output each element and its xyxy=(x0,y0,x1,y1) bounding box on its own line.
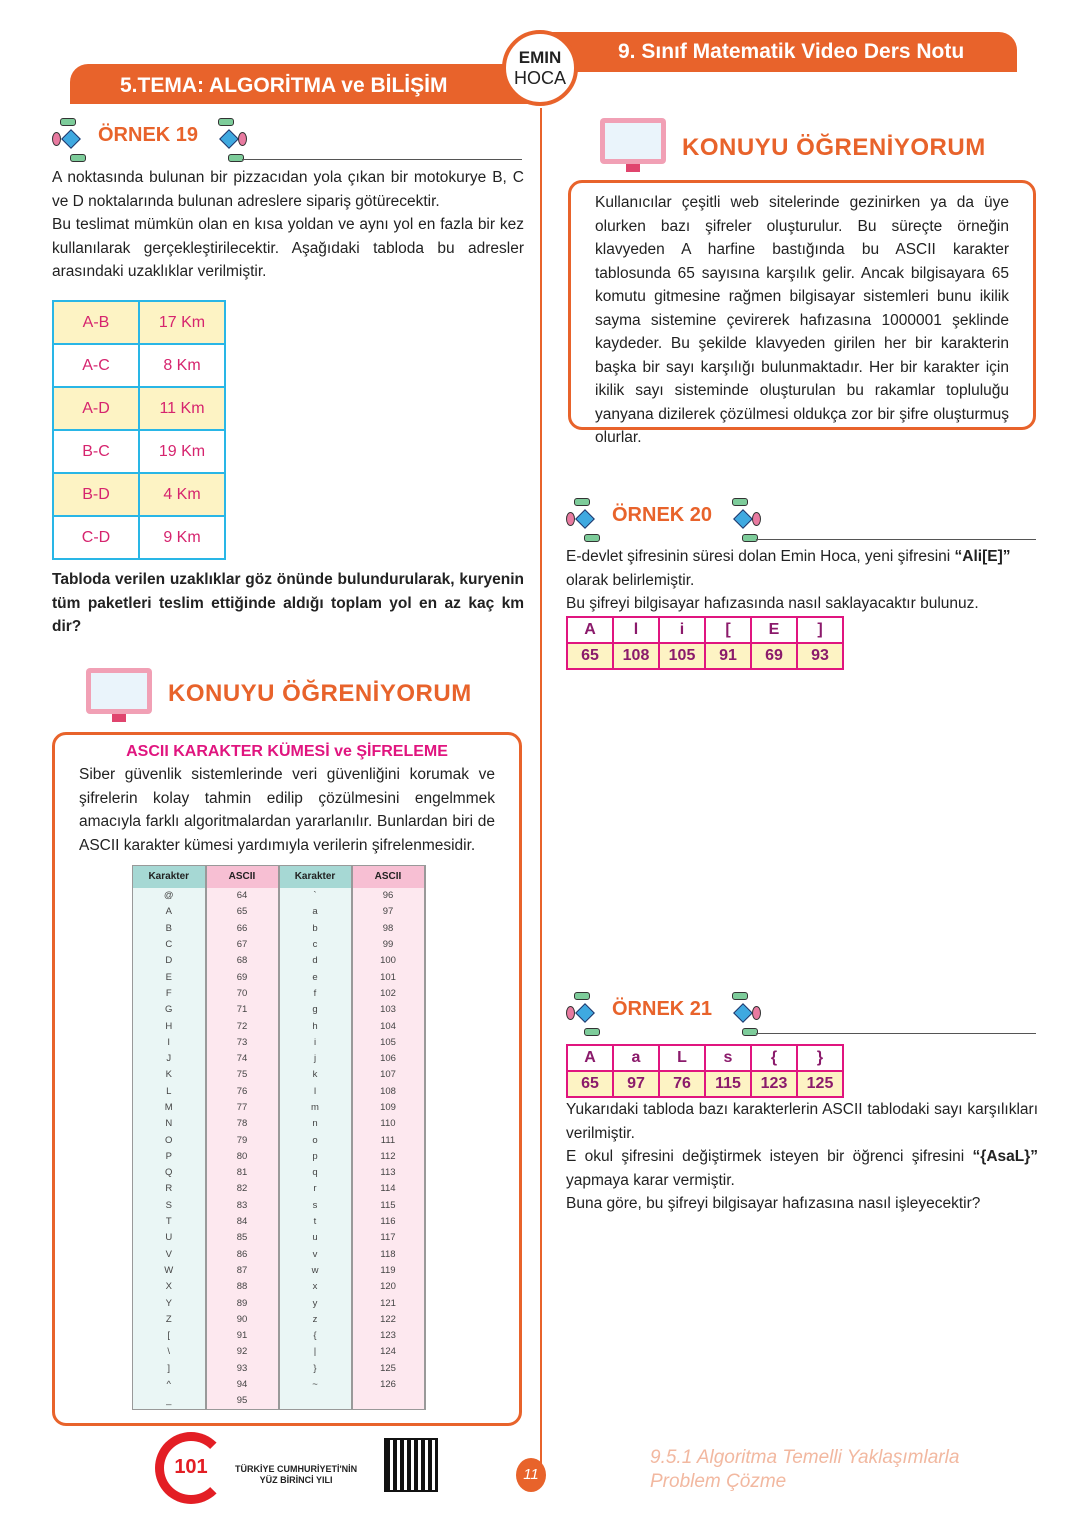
ascii-cell: y xyxy=(279,1295,352,1311)
ascii-row xyxy=(133,1360,425,1376)
ascii-cell: 92 xyxy=(206,1344,279,1360)
ascii-cell: N xyxy=(133,1116,206,1132)
table-cell: 108 xyxy=(613,643,659,669)
ascii-row xyxy=(133,1295,425,1311)
flowchart-icon xyxy=(52,118,92,162)
ascii-row xyxy=(133,1230,425,1246)
ascii-row xyxy=(133,1311,425,1327)
ascii-row xyxy=(133,1165,425,1181)
ascii-cell: 85 xyxy=(206,1230,279,1246)
ascii-row xyxy=(133,985,425,1001)
ascii-cell: A xyxy=(133,904,206,920)
ascii-row xyxy=(133,1148,425,1164)
example-21-question: Buna göre, bu şifreyi bilgisayar hafızasına nasıl işleyecektir? xyxy=(566,1195,981,1212)
topic-footer: 9.5.1 Algoritma Temelli Yaklaşımlarla Problem Çözme xyxy=(650,1447,960,1492)
col-header: Karakter xyxy=(279,866,352,888)
ascii-cell: h xyxy=(279,1018,352,1034)
ascii-cell: d xyxy=(279,953,352,969)
ascii-cell: 103 xyxy=(352,1002,425,1018)
table-cell: 123 xyxy=(751,1071,797,1097)
ascii-cell: 104 xyxy=(352,1018,425,1034)
table-cell: L xyxy=(659,1045,705,1071)
ascii-cell: v xyxy=(279,1246,352,1262)
ascii-cell: 86 xyxy=(206,1246,279,1262)
table-row xyxy=(567,643,843,669)
ascii-cell: 105 xyxy=(352,1034,425,1050)
ascii-cell: 102 xyxy=(352,985,425,1001)
ascii-cell: k xyxy=(279,1067,352,1083)
ascii-cell: m xyxy=(279,1099,352,1115)
ascii-row xyxy=(133,904,425,920)
ascii-cell: J xyxy=(133,1050,206,1066)
table-cell: 8 Km xyxy=(139,344,225,387)
ascii-intro-text: Siber güvenlik sistemlerinde veri güvenliğini korumak ve şifrelerin kolay tahmin edilip çözülmesini engelmmek amacıyla farklı algoritmalardan yararlanılır. Bunlardan biri de ASCII karakter kümesi yardımıyla verilerin şifrelenmesidir. xyxy=(79,766,495,854)
table-cell: E xyxy=(751,617,797,643)
ascii-cell: P xyxy=(133,1148,206,1164)
table-cell: B-D xyxy=(53,473,139,516)
ascii-cell: @ xyxy=(133,888,206,904)
table-cell: [ xyxy=(705,617,751,643)
table-row xyxy=(53,387,225,430)
ascii-cell: i xyxy=(279,1034,352,1050)
ascii-cell: 89 xyxy=(206,1295,279,1311)
ascii-cell: ] xyxy=(133,1360,206,1376)
ascii-row xyxy=(133,1262,425,1278)
ascii-row xyxy=(133,1116,425,1132)
ascii-cell: 118 xyxy=(352,1246,425,1262)
ascii-cell: 65 xyxy=(206,904,279,920)
example-title: ÖRNEK 21 xyxy=(612,998,713,1020)
ascii-cell: 71 xyxy=(206,1002,279,1018)
ascii-cell: T xyxy=(133,1213,206,1229)
ascii-cell: 90 xyxy=(206,1311,279,1327)
ascii-cell: l xyxy=(279,1083,352,1099)
ascii-cell: R xyxy=(133,1181,206,1197)
example-20-header xyxy=(566,498,1036,542)
ascii-cell: z xyxy=(279,1311,352,1327)
ascii-row xyxy=(133,1018,425,1034)
ascii-cell: | xyxy=(279,1344,352,1360)
table-cell: 4 Km xyxy=(139,473,225,516)
flowchart-icon xyxy=(724,992,764,1036)
ascii-cell: 83 xyxy=(206,1197,279,1213)
table-cell: A-C xyxy=(53,344,139,387)
ascii-cell: ~ xyxy=(279,1376,352,1392)
ascii-cell: 66 xyxy=(206,920,279,936)
example-20-table xyxy=(566,616,844,670)
table-cell: B-C xyxy=(53,430,139,473)
table-row xyxy=(53,430,225,473)
ascii-cell: 123 xyxy=(352,1328,425,1344)
ascii-row xyxy=(133,1328,425,1344)
ascii-row xyxy=(133,1099,425,1115)
table-cell: 69 xyxy=(751,643,797,669)
ascii-cell: q xyxy=(279,1165,352,1181)
konu-header-left xyxy=(86,668,506,724)
ascii-cell: f xyxy=(279,985,352,1001)
ascii-subtitle: ASCII KARAKTER KÜMESİ ve ŞİFRELEME xyxy=(126,743,448,760)
table-cell: C-D xyxy=(53,516,139,559)
logo-bottom: HOCA xyxy=(513,68,566,88)
ascii-cell: [ xyxy=(133,1328,206,1344)
theme-banner: 5.TEMA: ALGORİTMA ve BİLİŞİM xyxy=(70,64,540,104)
table-row xyxy=(53,473,225,516)
table-row xyxy=(53,344,225,387)
page-number: 11 xyxy=(516,1458,546,1492)
ascii-cell: c xyxy=(279,936,352,952)
example-title: ÖRNEK 20 xyxy=(612,504,713,526)
ascii-cell: X xyxy=(133,1279,206,1295)
table-cell: 125 xyxy=(797,1071,843,1097)
ascii-cell: K xyxy=(133,1067,206,1083)
ascii-cell: V xyxy=(133,1246,206,1262)
example-19-header xyxy=(52,118,522,162)
ascii-cell: 124 xyxy=(352,1344,425,1360)
ascii-cell: { xyxy=(279,1328,352,1344)
ascii-cell: F xyxy=(133,985,206,1001)
ascii-row xyxy=(133,1344,425,1360)
example-19-question: Tabloda verilen uzaklıklar göz önünde bulundurularak, kuryenin tüm paketleri teslim ettiğinde aldığı toplam yol en az kaç km dir? xyxy=(52,571,524,635)
table-cell: 105 xyxy=(659,643,705,669)
binary-info-text: Kullanıcılar çeşitli web sitelerinde gezinirken ya da üye olurken bazı şifreler oluşturulur. Bu süreçte örneğin klavyeden A harfine bastığında bu ASCII karakter tablosunda 65 sayısına karşılık gelir. Ancak bilgisayara 65 komutu gitmesine rağmen bilgisayar sistemleri bunu ikilik sayma sistemine çevirerek hafızasına 1000001 şeklinde kaydeder. Bu şekilde klavyeden girilen her bir karakterin başka bir sayı karşılığı bulunmaktadır. Her bir karakter için ikilik sayı sisteminde oluşturulan bu rakamlar topluluğu yanyana dizilerek çözülmesi oldukça zor bir şifre oluşturmuş olurlar. xyxy=(595,194,1009,446)
ascii-cell: b xyxy=(279,920,352,936)
ascii-cell: 99 xyxy=(352,936,425,952)
ascii-row xyxy=(133,1181,425,1197)
ascii-cell: 82 xyxy=(206,1181,279,1197)
ascii-cell: 125 xyxy=(352,1360,425,1376)
col-header: ASCII xyxy=(206,866,279,888)
ascii-cell: B xyxy=(133,920,206,936)
example-21-text3: yapmaya karar vermiştir. xyxy=(566,1171,735,1189)
ascii-cell: 95 xyxy=(206,1393,279,1409)
ascii-cell: ^ xyxy=(133,1376,206,1392)
table-cell: 91 xyxy=(705,643,751,669)
ascii-cell: a xyxy=(279,904,352,920)
ascii-row xyxy=(133,1393,425,1409)
ascii-cell: 84 xyxy=(206,1213,279,1229)
ascii-cell: o xyxy=(279,1132,352,1148)
table-cell: s xyxy=(705,1045,751,1071)
ascii-cell: 111 xyxy=(352,1132,425,1148)
ascii-row xyxy=(133,1246,425,1262)
ascii-cell: 109 xyxy=(352,1099,425,1115)
ascii-cell: E xyxy=(133,969,206,985)
ascii-row xyxy=(133,920,425,936)
ascii-cell: M xyxy=(133,1099,206,1115)
table-cell: 76 xyxy=(659,1071,705,1097)
ascii-cell: O xyxy=(133,1132,206,1148)
table-cell: A-B xyxy=(53,301,139,344)
example-21-text2: E okul şifresini değiştirmek isteyen bir öğrenci şifresini xyxy=(566,1148,973,1165)
ascii-cell: 115 xyxy=(352,1197,425,1213)
table-cell: i xyxy=(659,617,705,643)
table-cell: A xyxy=(567,617,613,643)
example-19-intro2: Bu teslimat mümkün olan en kısa yoldan ve aynı yol en fazla bir kez kullanılarak gerçekleştirilecektir. Aşağıdaki tabloda bu adresler arasındaki uzaklıklar verilmiştir. xyxy=(52,216,524,280)
table-cell: 65 xyxy=(567,643,613,669)
table-row xyxy=(567,617,843,643)
ascii-cell: g xyxy=(279,1002,352,1018)
ascii-cell: 107 xyxy=(352,1067,425,1083)
ascii-cell: _ xyxy=(133,1393,206,1409)
ascii-cell: Y xyxy=(133,1295,206,1311)
ascii-cell: 114 xyxy=(352,1181,425,1197)
col-header: Karakter xyxy=(133,866,206,888)
logo-top: EMIN xyxy=(518,48,562,67)
binary-info-box xyxy=(568,180,1036,446)
table-row xyxy=(567,1071,843,1097)
monitor-icon xyxy=(86,668,152,714)
ascii-cell: \ xyxy=(133,1344,206,1360)
ascii-cell: 87 xyxy=(206,1262,279,1278)
section-title: KONUYU ÖĞRENİYORUM xyxy=(168,680,472,707)
table-cell: A xyxy=(567,1045,613,1071)
ascii-cell: 94 xyxy=(206,1376,279,1392)
ascii-cell: 108 xyxy=(352,1083,425,1099)
ascii-cell: 74 xyxy=(206,1050,279,1066)
ascii-row xyxy=(133,888,425,904)
ascii-cell: 122 xyxy=(352,1311,425,1327)
table-row xyxy=(567,1045,843,1071)
ascii-cell: } xyxy=(279,1360,352,1376)
flowchart-icon xyxy=(724,498,764,542)
ascii-cell: S xyxy=(133,1197,206,1213)
ascii-cell: I xyxy=(133,1034,206,1050)
example-20-text2: olarak belirlemiştir. xyxy=(566,571,695,589)
konu-header-right xyxy=(600,118,1020,174)
monitor-icon xyxy=(600,118,666,164)
flowchart-icon xyxy=(210,118,250,162)
table-row xyxy=(53,516,225,559)
ascii-cell: 93 xyxy=(206,1360,279,1376)
ascii-row xyxy=(133,1067,425,1083)
ascii-cell: 112 xyxy=(352,1148,425,1164)
ascii-cell: 76 xyxy=(206,1083,279,1099)
col-header: ASCII xyxy=(352,866,425,888)
table-cell: 9 Km xyxy=(139,516,225,559)
table-cell: 19 Km xyxy=(139,430,225,473)
table-cell: 17 Km xyxy=(139,301,225,344)
ascii-cell: p xyxy=(279,1148,352,1164)
ascii-cell: 126 xyxy=(352,1376,425,1392)
table-cell: A-D xyxy=(53,387,139,430)
ascii-cell: Z xyxy=(133,1311,206,1327)
table-cell: { xyxy=(751,1045,797,1071)
example-21-text: Yukarıdaki tabloda bazı karakterlerin ASCII tablodaki sayı karşılıkları verilmiştir. xyxy=(566,1101,1038,1142)
flowchart-icon xyxy=(566,992,606,1036)
example-21-header xyxy=(566,992,1036,1036)
password: “{AsaL}” xyxy=(972,1148,1038,1165)
ascii-cell: 88 xyxy=(206,1279,279,1295)
ascii-cell: 80 xyxy=(206,1148,279,1164)
password: “Ali[E]” xyxy=(954,548,1011,565)
ascii-cell: 101 xyxy=(352,969,425,985)
ascii-cell: G xyxy=(133,1002,206,1018)
ascii-cell: t xyxy=(279,1213,352,1229)
table-cell: 93 xyxy=(797,643,843,669)
table-cell: } xyxy=(797,1045,843,1071)
ascii-cell: U xyxy=(133,1230,206,1246)
ascii-cell: 110 xyxy=(352,1116,425,1132)
ascii-row xyxy=(133,1083,425,1099)
ascii-cell: 67 xyxy=(206,936,279,952)
ascii-cell: H xyxy=(133,1018,206,1034)
ascii-cell: 97 xyxy=(352,904,425,920)
table-cell: a xyxy=(613,1045,659,1071)
flowchart-icon xyxy=(566,498,606,542)
ascii-table xyxy=(132,865,426,1410)
ascii-row xyxy=(133,1213,425,1229)
ascii-cell: L xyxy=(133,1083,206,1099)
ascii-cell: j xyxy=(279,1050,352,1066)
ascii-row xyxy=(133,1034,425,1050)
ascii-cell: D xyxy=(133,953,206,969)
ascii-cell: u xyxy=(279,1230,352,1246)
ascii-cell: 78 xyxy=(206,1116,279,1132)
ascii-cell: 64 xyxy=(206,888,279,904)
ascii-row xyxy=(133,1132,425,1148)
ascii-cell: 68 xyxy=(206,953,279,969)
ascii-cell xyxy=(352,1393,425,1409)
101-years-emblem: 101 xyxy=(155,1432,227,1504)
table-cell: 11 Km xyxy=(139,387,225,430)
ascii-cell: 75 xyxy=(206,1067,279,1083)
ascii-row xyxy=(133,1376,425,1392)
series-banner: 9. Sınıf Matematik Video Ders Notu xyxy=(540,32,1017,72)
ascii-cell: 77 xyxy=(206,1099,279,1115)
ascii-cell: 69 xyxy=(206,969,279,985)
example-21-table xyxy=(566,1044,844,1098)
ascii-cell: C xyxy=(133,936,206,952)
ascii-info-box xyxy=(52,732,522,1426)
column-divider xyxy=(540,108,542,1483)
ascii-row xyxy=(133,936,425,952)
ascii-row xyxy=(133,969,425,985)
ascii-row xyxy=(133,1279,425,1295)
example-20-question: Bu şifreyi bilgisayar hafızasında nasıl saklayacaktır bulunuz. xyxy=(566,595,979,612)
ascii-cell: 73 xyxy=(206,1034,279,1050)
ascii-cell: 120 xyxy=(352,1279,425,1295)
ascii-row xyxy=(133,1050,425,1066)
ascii-cell: W xyxy=(133,1262,206,1278)
ascii-cell: e xyxy=(279,969,352,985)
ascii-cell: w xyxy=(279,1262,352,1278)
example-19-intro: A noktasında bulunan bir pizzacıdan yola çıkan bir motokurye B, C ve D noktalarında bulunan adreslere sipariş götürecektir. xyxy=(52,169,524,210)
ascii-cell: 72 xyxy=(206,1018,279,1034)
ascii-cell: 116 xyxy=(352,1213,425,1229)
ascii-cell: 117 xyxy=(352,1230,425,1246)
table-cell: 65 xyxy=(567,1071,613,1097)
ascii-cell: 96 xyxy=(352,888,425,904)
ascii-cell: 70 xyxy=(206,985,279,1001)
table-cell: ] xyxy=(797,617,843,643)
example-title: ÖRNEK 19 xyxy=(98,124,199,146)
ascii-cell: r xyxy=(279,1181,352,1197)
ascii-cell: s xyxy=(279,1197,352,1213)
table-row xyxy=(53,301,225,344)
ascii-cell: 106 xyxy=(352,1050,425,1066)
table-cell: 115 xyxy=(705,1071,751,1097)
ascii-cell: 98 xyxy=(352,920,425,936)
distance-table xyxy=(52,300,226,560)
qr-code[interactable] xyxy=(386,1440,436,1490)
ascii-cell: 100 xyxy=(352,953,425,969)
table-cell: 97 xyxy=(613,1071,659,1097)
ascii-cell xyxy=(279,1393,352,1409)
ascii-row xyxy=(133,1002,425,1018)
table-cell: l xyxy=(613,617,659,643)
ascii-row xyxy=(133,953,425,969)
ascii-cell: ` xyxy=(279,888,352,904)
ascii-cell: 119 xyxy=(352,1262,425,1278)
ascii-row xyxy=(133,1197,425,1213)
emin-hoca-logo xyxy=(502,30,578,106)
example-20-text: E-devlet şifresinin süresi dolan Emin Hoca, yeni şifresini xyxy=(566,548,955,565)
ascii-cell: 81 xyxy=(206,1165,279,1181)
ascii-cell: 91 xyxy=(206,1328,279,1344)
ascii-cell: Q xyxy=(133,1165,206,1181)
ascii-cell: 79 xyxy=(206,1132,279,1148)
section-title: KONUYU ÖĞRENİYORUM xyxy=(682,134,986,161)
ascii-cell: n xyxy=(279,1116,352,1132)
ascii-cell: 113 xyxy=(352,1165,425,1181)
ascii-cell: x xyxy=(279,1279,352,1295)
org-label: TÜRKİYE CUMHURİYETİ'NİN YÜZ BİRİNCİ YILI xyxy=(235,1464,358,1485)
ascii-cell: 121 xyxy=(352,1295,425,1311)
